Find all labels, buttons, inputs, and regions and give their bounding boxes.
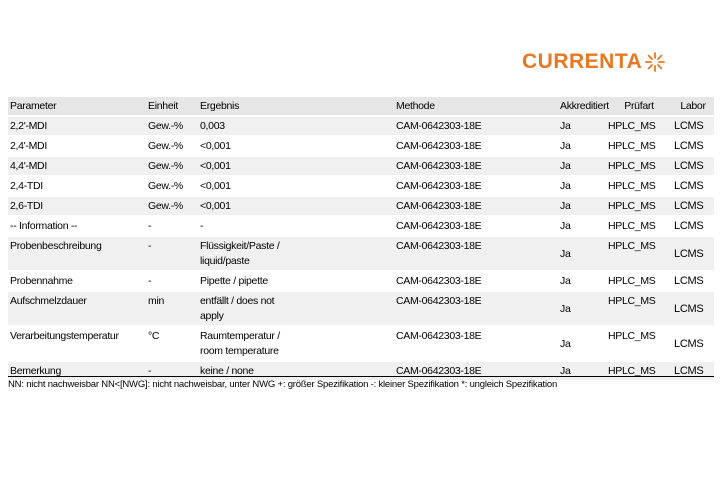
currenta-logo: [522, 50, 666, 74]
table-row: [8, 291, 714, 326]
cell-result: <0,001: [198, 156, 294, 176]
table-row: [8, 176, 714, 196]
cell-method: CAM-0642303-18E: [394, 216, 558, 236]
cell-parameter: Verarbeitungstemperatur: [8, 326, 146, 361]
cell-method: CAM-0642303-18E: [394, 271, 558, 291]
cell-parameter: 2,4'-MDI: [8, 136, 146, 156]
cell-result: Pipette / pipette: [198, 271, 294, 291]
cell-blank: [294, 326, 394, 361]
cell-unit: Gew.-%: [146, 176, 198, 196]
cell-test-type: HPLC_MS: [606, 236, 672, 271]
cell-result: entfällt / does not apply: [198, 291, 294, 326]
cell-lab: LCMS: [672, 136, 714, 156]
cell-result: -: [198, 216, 294, 236]
cell-result: Flüssigkeit/Paste / liquid/paste: [198, 236, 294, 271]
cell-blank: [294, 196, 394, 216]
cell-result: Raumtemperatur / room temperature: [198, 326, 294, 361]
header-method: Methode: [394, 97, 558, 116]
cell-lab: LCMS: [672, 236, 714, 271]
footnote-legend: NN: nicht nachweisbar NN<[NWG]: nicht nachweisbar, unter NWG +: größer Spezifikation -: kleiner Spezifikation *: ungleich Spezifikation: [8, 376, 714, 390]
cell-lab: LCMS: [672, 176, 714, 196]
cell-method: CAM-0642303-18E: [394, 291, 558, 326]
cell-test-type: HPLC_MS: [606, 361, 672, 381]
cell-unit: °C: [146, 326, 198, 361]
cell-result: <0,001: [198, 136, 294, 156]
cell-accredited: Ja: [558, 271, 606, 291]
cell-test-type: HPLC_MS: [606, 176, 672, 196]
cell-result: 0,003: [198, 116, 294, 136]
cell-blank: [294, 291, 394, 326]
cell-result: <0,001: [198, 196, 294, 216]
cell-lab: LCMS: [672, 271, 714, 291]
table-row: [8, 196, 714, 216]
cell-test-type: HPLC_MS: [606, 116, 672, 136]
cell-test-type: HPLC_MS: [606, 196, 672, 216]
cell-lab: LCMS: [672, 361, 714, 381]
table-row: [8, 216, 714, 236]
cell-method: CAM-0642303-18E: [394, 196, 558, 216]
header-lab: Labor: [672, 97, 714, 116]
cell-accredited: Ja: [558, 291, 606, 326]
cell-lab: LCMS: [672, 326, 714, 361]
table-row: [8, 326, 714, 361]
cell-blank: [294, 216, 394, 236]
table-row: [8, 236, 714, 271]
cell-parameter: 2,2'-MDI: [8, 116, 146, 136]
cell-blank: [294, 136, 394, 156]
cell-accredited: Ja: [558, 361, 606, 381]
cell-accredited: Ja: [558, 236, 606, 271]
cell-blank: [294, 176, 394, 196]
cell-accredited: Ja: [558, 156, 606, 176]
cell-unit: Gew.-%: [146, 116, 198, 136]
cell-result: keine / none: [198, 361, 294, 381]
cell-unit: min: [146, 291, 198, 326]
cell-accredited: Ja: [558, 116, 606, 136]
cell-test-type: HPLC_MS: [606, 291, 672, 326]
cell-method: CAM-0642303-18E: [394, 156, 558, 176]
cell-method: CAM-0642303-18E: [394, 176, 558, 196]
cell-test-type: HPLC_MS: [606, 156, 672, 176]
header-parameter: Parameter: [8, 97, 146, 116]
cell-accredited: Ja: [558, 176, 606, 196]
cell-test-type: HPLC_MS: [606, 326, 672, 361]
cell-unit: Gew.-%: [146, 196, 198, 216]
cell-parameter: Probennahme: [8, 271, 146, 291]
cell-accredited: Ja: [558, 326, 606, 361]
header-result: Ergebnis: [198, 97, 294, 116]
cell-blank: [294, 156, 394, 176]
cell-blank: [294, 116, 394, 136]
cell-accredited: Ja: [558, 216, 606, 236]
cell-lab: LCMS: [672, 291, 714, 326]
cell-unit: -: [146, 236, 198, 271]
cell-blank: [294, 236, 394, 271]
cell-unit: -: [146, 361, 198, 381]
table-row: [8, 116, 714, 136]
cell-parameter: 4,4'-MDI: [8, 156, 146, 176]
header-unit: Einheit: [146, 97, 198, 116]
cell-accredited: Ja: [558, 136, 606, 156]
cell-method: CAM-0642303-18E: [394, 326, 558, 361]
cell-lab: LCMS: [672, 216, 714, 236]
cell-unit: Gew.-%: [146, 156, 198, 176]
cell-parameter: Probenbeschreibung: [8, 236, 146, 271]
results-table: [8, 97, 714, 382]
cell-parameter: -- Information --: [8, 216, 146, 236]
cell-unit: -: [146, 271, 198, 291]
cell-test-type: HPLC_MS: [606, 271, 672, 291]
cell-parameter: Bemerkung: [8, 361, 146, 381]
table-row: [8, 136, 714, 156]
sun-burst-icon: [644, 51, 666, 73]
cell-test-type: HPLC_MS: [606, 136, 672, 156]
cell-parameter: Aufschmelzdauer: [8, 291, 146, 326]
cell-parameter: 2,4-TDI: [8, 176, 146, 196]
header-test-type: Prüfart: [606, 97, 672, 116]
cell-unit: Gew.-%: [146, 136, 198, 156]
cell-method: CAM-0642303-18E: [394, 361, 558, 381]
cell-method: CAM-0642303-18E: [394, 116, 558, 136]
logo-text: CURRENTA: [522, 50, 643, 73]
cell-test-type: HPLC_MS: [606, 216, 672, 236]
cell-method: CAM-0642303-18E: [394, 236, 558, 271]
cell-accredited: Ja: [558, 196, 606, 216]
cell-lab: LCMS: [672, 156, 714, 176]
cell-method: CAM-0642303-18E: [394, 136, 558, 156]
header-accredited: Akkreditiert: [558, 97, 606, 116]
cell-lab: LCMS: [672, 196, 714, 216]
table-row: [8, 156, 714, 176]
header-blank: [294, 97, 394, 116]
table-header-row: [8, 97, 714, 116]
cell-lab: LCMS: [672, 116, 714, 136]
cell-unit: -: [146, 216, 198, 236]
cell-result: <0,001: [198, 176, 294, 196]
cell-blank: [294, 271, 394, 291]
cell-parameter: 2,6-TDI: [8, 196, 146, 216]
table-row: [8, 271, 714, 291]
